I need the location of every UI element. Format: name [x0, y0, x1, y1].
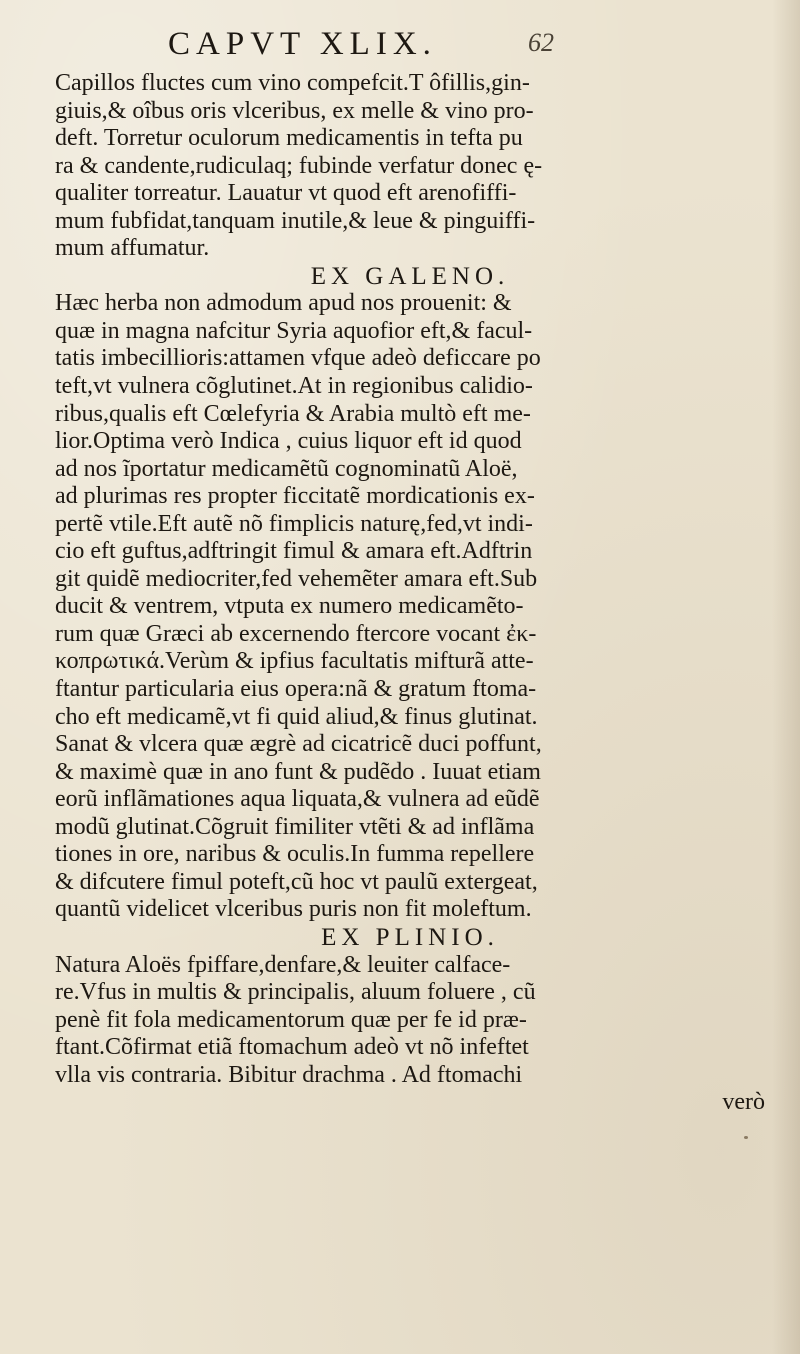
text-line: pertẽ vtile.Eft autẽ nõ fimplicis naturę,fed,vt indi- — [55, 510, 533, 537]
section-heading-galeno: EX GALENO. — [310, 262, 510, 290]
catchword: verò — [722, 1089, 765, 1116]
text-line: eorũ inflãmationes aqua liquata,& vulnera ad eũdẽ — [55, 786, 540, 813]
text-line: deft. Torretur oculorum medicamentis in tefta pu — [55, 125, 523, 152]
text-line: ftant.Cõfirmat etiã ftomachum adeò vt nõ infeftet — [55, 1034, 529, 1061]
text-line: ftantur particularia eius opera:nã & gratum ftoma- — [55, 676, 537, 703]
ink-speck — [744, 1136, 748, 1139]
text-line: κοπρωτικά.Verùm & ipfius facultatis mifturã atte- — [55, 648, 534, 675]
text-line: Natura Aloës fpiffare,denfare,& leuiter calface- — [55, 951, 511, 978]
text-line: ducit & ventrem, vtputa ex numero medicamẽto- — [55, 593, 524, 620]
text-line: modũ glutinat.Cõgruit fimiliter vtẽti & ad inflãma — [55, 813, 535, 840]
text-line: tatis imbecillioris:attamen vfque adeò deficcare po — [55, 345, 541, 372]
text-line: ribus,qualis eft Cœlefyria & Arabia multò eft me- — [55, 400, 531, 427]
section-heading-plinio: EX PLINIO. — [321, 923, 499, 951]
text-line: git quidẽ mediocriter,fed vehemẽter amara eft.Sub — [55, 565, 538, 592]
text-line: ad plurimas res propter ficcitatẽ mordicationis ex- — [55, 483, 535, 510]
text-line: qualiter torreatur. Lauatur vt quod eft arenofiffi- — [55, 180, 517, 207]
text-line: quantũ videlicet vlceribus puris non fit moleftum. — [55, 896, 532, 923]
text-line: Sanat & vlcera quæ ægrè ad cicatricẽ duci poffunt, — [55, 731, 542, 758]
text-line: lior.Optima verò Indica , cuius liquor eft id quod — [55, 428, 522, 455]
spine-shadow — [772, 0, 800, 1354]
text-line: mum affumatur. — [55, 235, 210, 262]
text-line: quæ in magna nafcitur Syria aquofior eft,& facul- — [55, 317, 533, 344]
text-line: mum fubfidat,tanquam inutile,& leue & pinguiffi- — [55, 207, 536, 234]
text-line: teft,vt vulnera cõglutinet.At in regionibus calidio- — [55, 373, 533, 400]
text-line: Capillos fluctes cum vino compefcit.T ôfillis,gin- — [55, 70, 530, 96]
text-line: ad nos ĩportatur medicamẽtũ cognominatũ Aloë, — [55, 455, 518, 482]
text-line: re.Vfus in multis & principalis, aluum foluere , cũ — [55, 979, 536, 1006]
text-line: & difcutere fimul poteft,cũ hoc vt paulũ extergeat, — [55, 868, 538, 895]
text-line: penè fit fola medicamentorum quæ per fe id præ- — [55, 1006, 527, 1033]
text-line: & maximè quæ in ano funt & pudẽdo . Iuuat etiam — [55, 758, 541, 785]
text-line: Hæc herba non admodum apud nos prouenit: & — [55, 290, 512, 317]
text-line: vlla vis contraria. Bibitur drachma . Ad ftomachi — [55, 1061, 523, 1088]
text-line: ra & candente,rudiculaq; fubinde verfatur donec ę- — [55, 152, 543, 179]
text-line: tiones in ore, naribus & oculis.In fumma repellere — [55, 841, 535, 868]
text-block — [55, 70, 765, 1117]
page-header — [0, 22, 800, 70]
folio-number: 62 — [528, 28, 554, 57]
text-line: cho eft medicamẽ,vt fi quid aliud,& finus glutinat. — [55, 703, 538, 730]
running-head: CAPVT XLIX. — [168, 26, 437, 62]
text-line: giuis,& oîbus oris vlceribus, ex melle & vino pro- — [55, 97, 534, 124]
text-line: cio eft guftus,adftringit fimul & amara eft.Adftrin — [55, 538, 533, 565]
text-line: rum quæ Græci ab excernendo ftercore vocant ἐκ- — [55, 620, 537, 647]
